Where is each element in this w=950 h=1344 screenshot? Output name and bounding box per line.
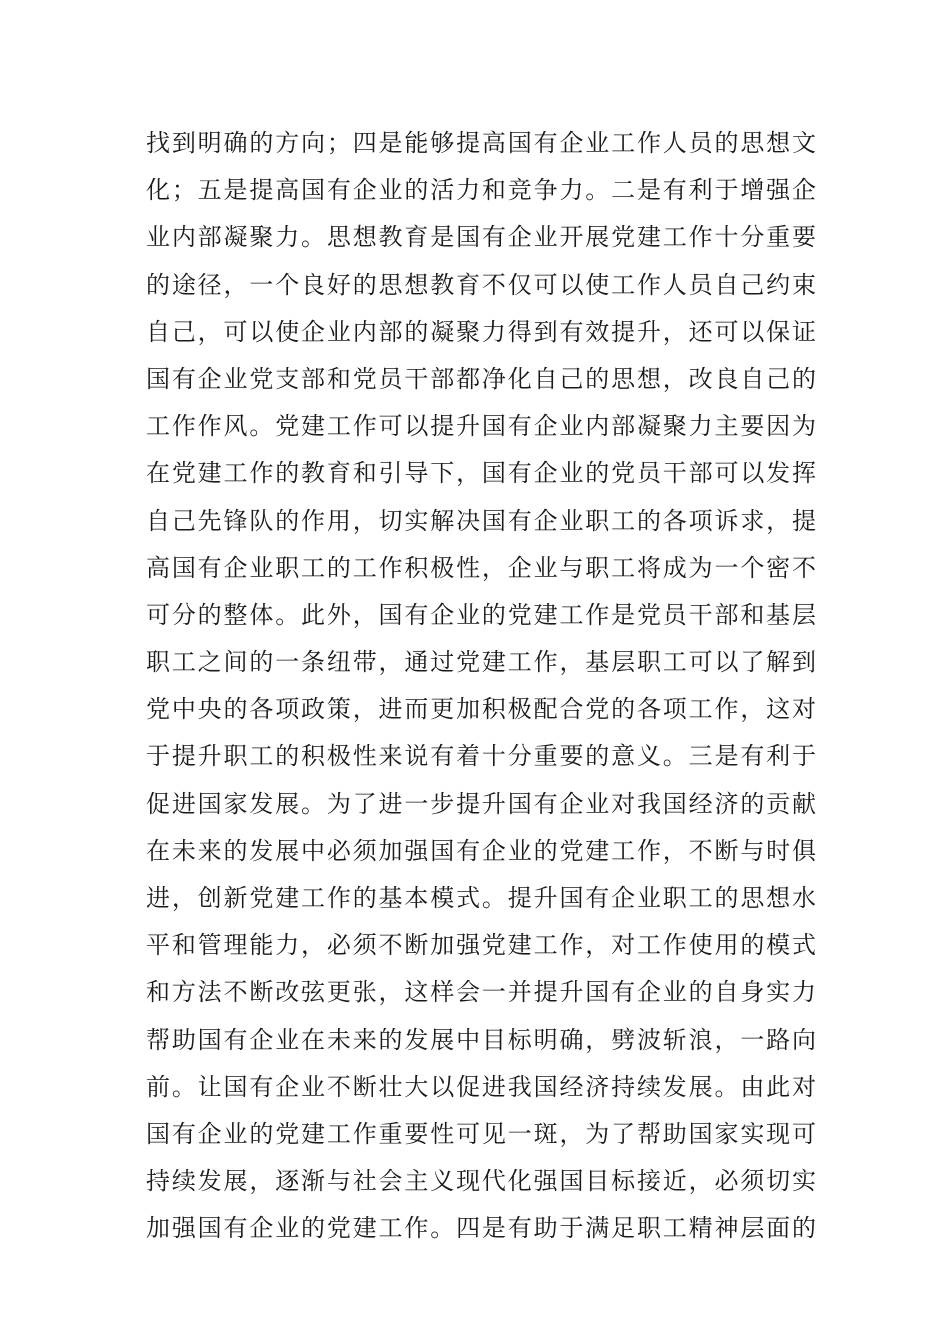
text-line: 于提升职工的积极性来说有着十分重要的意义。三是有利于 [146,742,816,771]
text-line: 业内部凝聚力。思想教育是国有企业开展党建工作十分重要 [146,223,816,252]
text-line: 自己先锋队的作用，切实解决国有企业职工的各项诉求，提 [146,506,816,535]
text-line: 自己，可以使企业内部的凝聚力得到有效提升，还可以保证 [146,317,816,346]
text-line: 帮助国有企业在未来的发展中目标明确，劈波斩浪，一路向 [146,1025,816,1054]
text-line: 前。让国有企业不断壮大以促进我国经济持续发展。由此对 [146,1072,816,1101]
text-line: 国有企业的党建工作重要性可见一斑，为了帮助国家实现可 [146,1119,816,1148]
text-line: 持续发展，逐渐与社会主义现代化强国目标接近，必须切实 [146,1167,816,1196]
text-line: 可分的整体。此外，国有企业的党建工作是党员干部和基层 [146,600,816,629]
text-line: 促进国家发展。为了进一步提升国有企业对我国经济的贡献 [146,789,816,818]
text-line: 的途径，一个良好的思想教育不仅可以使工作人员自己约束 [146,270,816,299]
text-line: 高国有企业职工的工作积极性，企业与职工将成为一个密不 [146,553,816,582]
body-paragraph [146,120,816,1253]
text-line: 加强国有企业的党建工作。四是有助于满足职工精神层面的 [146,1214,816,1243]
text-line: 在党建工作的教育和引导下，国有企业的党员干部可以发挥 [146,459,816,488]
text-line: 党中央的各项政策，进而更加积极配合党的各项工作，这对 [146,695,816,724]
text-line: 进，创新党建工作的基本模式。提升国有企业职工的思想水 [146,884,816,912]
text-line: 工作作风。党建工作可以提升国有企业内部凝聚力主要因为 [146,412,816,441]
text-line: 找到明确的方向；四是能够提高国有企业工作人员的思想文 [146,129,816,157]
text-line: 化；五是提高国有企业的活力和竞争力。二是有利于增强企 [146,176,816,205]
text-line: 国有企业党支部和党员干部都净化自己的思想，改良自己的 [146,364,816,393]
text-line: 在未来的发展中必须加强国有企业的党建工作，不断与时俱 [146,836,816,865]
text-line: 和方法不断改弦更张，这样会一并提升国有企业的自身实力 [146,978,816,1007]
text-line: 平和管理能力，必须不断加强党建工作，对工作使用的模式 [146,931,816,960]
text-line: 职工之间的一条纽带，通过党建工作，基层职工可以了解到 [146,648,816,677]
